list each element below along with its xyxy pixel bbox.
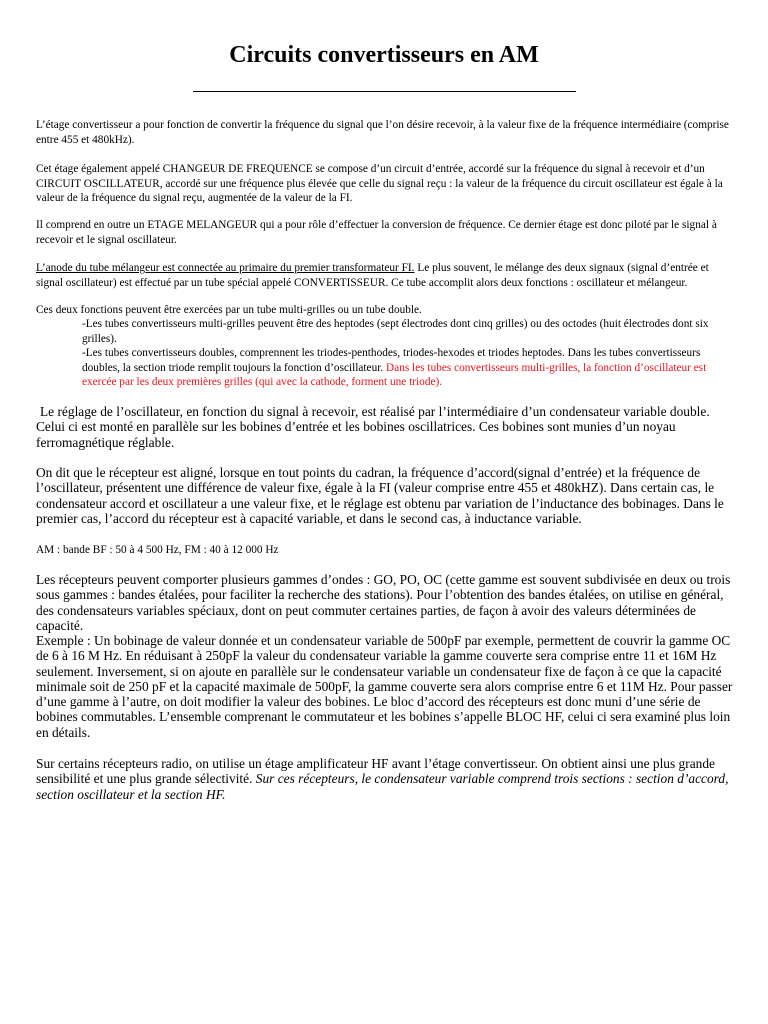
paragraph-10: Exemple : Un bobinage de valeur donnée et un condensateur variable de 500pF par exemple, permettent de couvrir la gamme OC de 6 à 16 M Hz. En réduisant à 250pF la valeur du condensateur variable la gamme couverte sera comprise entre 11 et 16M Hz seulement. Inversement, si on ajoute en parallèle sur le condensateur variable un condensateur fixe de façon à ce que la capacité minimale soit de 250 pF et la capacité maximale de 500pF, la gamme couverte sera alors comprise entre 6 et 11M Hz. Pour passer d’une gamme à l’autre, on doit modifier la valeur des bobines. Le bloc d’accord des récepteurs est donc muni d’une série de bobines commutables. L’ensemble comprenant le commutateur et les bobines s’appelle BLOC HF, celui ci sera examiné plus loin en détails. [36, 633, 733, 740]
bullet-double-tubes-text: -Les tubes convertisseurs doubles, comprennent les triodes-penthodes, triodes-hexodes et triodes heptodes. Dans les tubes convertisseurs doubles, la section triode remplit toujours la fonction d’oscillateur. [82, 347, 701, 374]
paragraph-5: Ces deux fonctions peuvent être exercées par un tube multi-grilles ou un tube double. [36, 304, 422, 316]
bullet-double-tubes-red: Dans les tubes convertisseurs multi-grilles, la fonction d’oscillateur est exercée par les deux premières grilles (qui avec la cathode, forment une triode). [82, 361, 707, 388]
paragraph-11-text: Sur certains récepteurs radio, on utilise un étage amplificateur HF avant l’étage convertisseur. On obtient ainsi une plus grande sensibilité et une plus grande sélectivité. [36, 756, 715, 787]
paragraph-7: On dit que le récepteur est aligné, lorsque en tout points du cadran, la fréquence d’accord(signal d’entrée) et la fréquence de l’oscillateur, présentent une différence de valeur fixe, égale à la FI (valeur comprise entre 455 et 480kHZ). Dans certain cas, le condensateur accord et oscillateur a une valeur fixe, et le réglage est obtenu par variation de l’inductance des bobinages. Dans le premier cas, l’accord du récepteur est à capacité variable, et dans le second cas, à inductance variable. [36, 465, 724, 526]
bullet-multigrid: -Les tubes convertisseurs multi-grilles peuvent être des heptodes (sept électrodes dont cinq grilles) ou des octodes (huit électrodes dont six grilles). [82, 318, 709, 345]
paragraph-11 [36, 756, 736, 802]
paragraph-6: Le réglage de l’oscillateur, en fonction du signal à recevoir, est réalisé par l’intermédiaire d’un condensateur variable double. Celui ci est monté en parallèle sur les bobines d’entrée et les bobines oscillatrices. Ces bobines sont munies d’un noyau ferromagnétique réglable. [36, 404, 710, 450]
paragraph-11-italic: Sur ces récepteurs, le condensateur variable comprend trois sections : section d’accord, section oscillateur et la section HF. [36, 771, 729, 802]
paragraph-8: AM : bande BF : 50 à 4 500 Hz, FM : 40 à 12 000 Hz [36, 544, 279, 556]
paragraph-4-rest: Le plus souvent, le mélange des deux signaux (signal d’entrée et signal oscillateur) est effectué par un tube spécial appelé CONVERTISSEUR. Ce tube accomplit alors deux fonctions : oscillateur et mélangeur. [36, 262, 709, 289]
paragraph-1: L’étage convertisseur a pour fonction de convertir la fréquence du signal que l’on désire recevoir, à la valeur fixe de la fréquence intermédiaire (comprise entre 455 et 480kHz). [36, 119, 729, 146]
paragraph-3: Il comprend en outre un ETAGE MELANGEUR qui a pour rôle d’effectuer la conversion de fréquence. Ce dernier étage est donc piloté par le signal à recevoir et le signal oscillateur. [36, 219, 717, 246]
paragraph-4 [36, 261, 736, 290]
paragraph-2: Cet étage également appelé CHANGEUR DE FREQUENCE se compose d’un circuit d’entrée, accordé sur la fréquence du signal à recevoir et d’un CIRCUIT OSCILLATEUR, accordé sur une fréquence plus élevée que celle du signal reçu : la valeur de la fréquence du circuit oscillateur est égale à la valeur de la fréquence du signal reçu, augmentée de la valeur de la FI. [36, 163, 723, 204]
document-title: Circuits convertisseurs en AM [229, 42, 539, 68]
paragraph-9: Les récepteurs peuvent comporter plusieurs gammes d’ondes : GO, PO, OC (cette gamme est souvent subdivisée en deux ou trois sous gammes : bandes étalées, pour faciliter la recherche des stations). Pour l’obtention des bandes étalées, on utilise en général, des condensateurs variables spéciaux, dont on peut commuter certaines parties, de façon à avoir des valeurs déterminées de capacité. [36, 572, 731, 633]
paragraph-4-underlined: L’anode du tube mélangeur est connectée au primaire du premier transformateur FI. [36, 262, 415, 274]
bullet-double-tubes [82, 346, 736, 390]
title-divider [193, 91, 576, 92]
